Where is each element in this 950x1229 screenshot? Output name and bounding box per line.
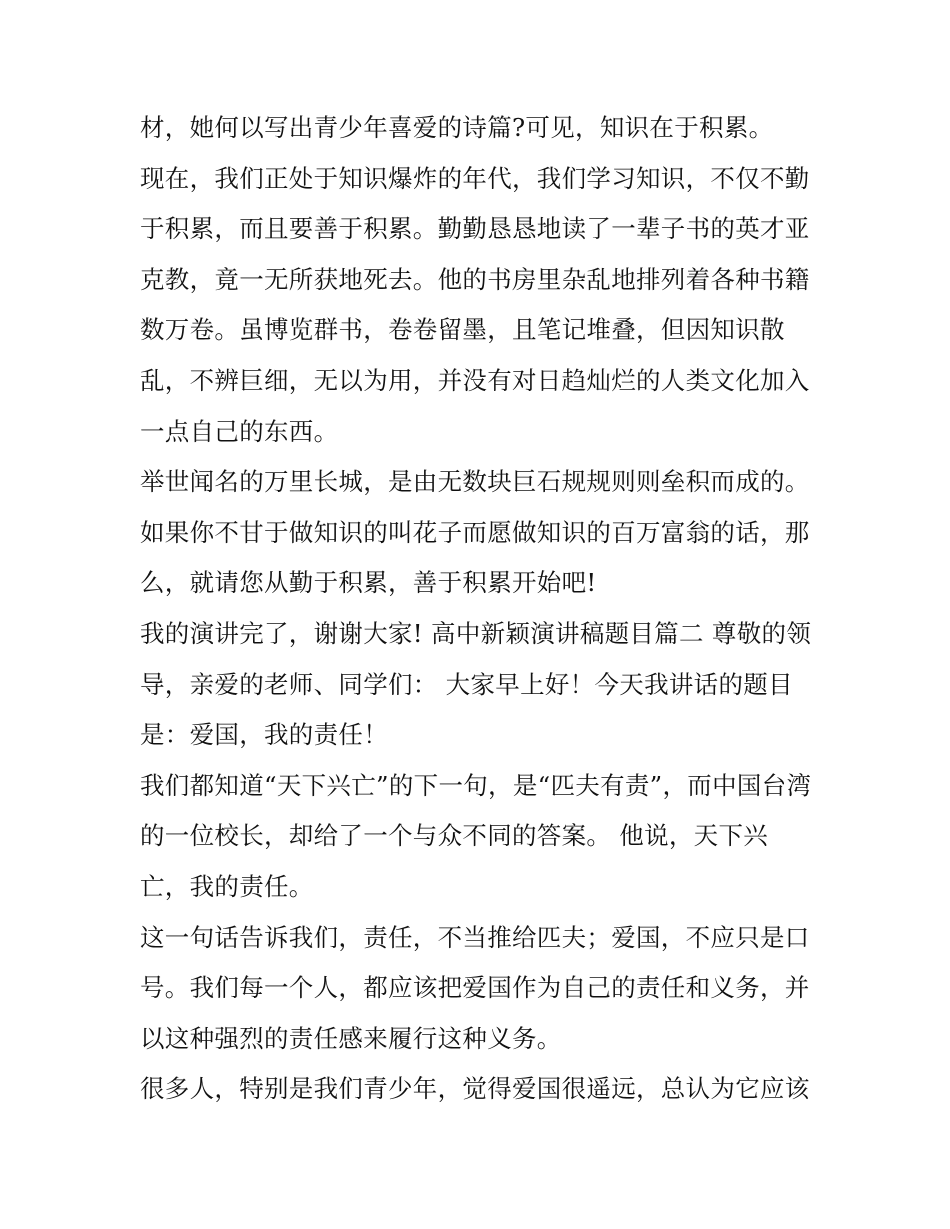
text-line: 亡，我的责任。 [140, 871, 314, 901]
text-line: 么，就请您从勤于积累，善于积累开始吧! [140, 568, 597, 598]
text-line: 我们都知道“天下兴亡”的下一句，是“匹夫有责”，而中国台湾 [140, 770, 812, 800]
text-line: 现在，我们正处于知识爆炸的年代，我们学习知识，不仅不勤 [140, 163, 810, 193]
document-body [140, 103, 820, 1115]
text-line: 的一位校长，却给了一个与众不同的答案。 他说，天下兴 [140, 821, 769, 851]
text-line: 导，亲爱的老师、同学们： 大家早上好！今天我讲话的题目 [140, 669, 793, 699]
text-line: 乱，不辨巨细，无以为用，并没有对日趋灿烂的人类文化加入 [140, 365, 810, 395]
text-line: 于积累，而且要善于积累。勤勤恳恳地读了一辈子书的英才亚 [140, 214, 810, 244]
text-line: 我的演讲完了，谢谢大家! 高中新颖演讲稿题目篇二 尊敬的领 [140, 618, 812, 648]
text-line: 如果你不甘于做知识的叫花子而愿做知识的百万富翁的话，那 [140, 517, 810, 547]
text-line: 是：爱国，我的责任！ [140, 720, 388, 750]
text-line: 以这种强烈的责任感来履行这种义务。 [140, 1023, 562, 1053]
text-line: 很多人，特别是我们青少年，觉得爱国很遥远，总认为它应该 [140, 1074, 810, 1104]
text-line: 克教，竟一无所获地死去。他的书房里杂乱地排列着各种书籍 [140, 264, 810, 294]
text-line: 数万卷。虽博览群书，卷卷留墨，且笔记堆叠，但因知识散 [140, 315, 785, 345]
text-line: 号。我们每一个人，都应该把爱国作为自己的责任和义务，并 [140, 973, 810, 1003]
text-line: 材，她何以写出青少年喜爱的诗篇?可见，知识在于积累。 [140, 113, 774, 142]
text-line: 举世闻名的万里长城，是由无数块巨石规规则则垒积而成的。 [140, 467, 810, 497]
text-line: 这一句话告诉我们，责任，不当推给匹夫；爱国，不应只是口 [140, 922, 810, 952]
text-line: 一点自己的东西。 [140, 416, 339, 446]
